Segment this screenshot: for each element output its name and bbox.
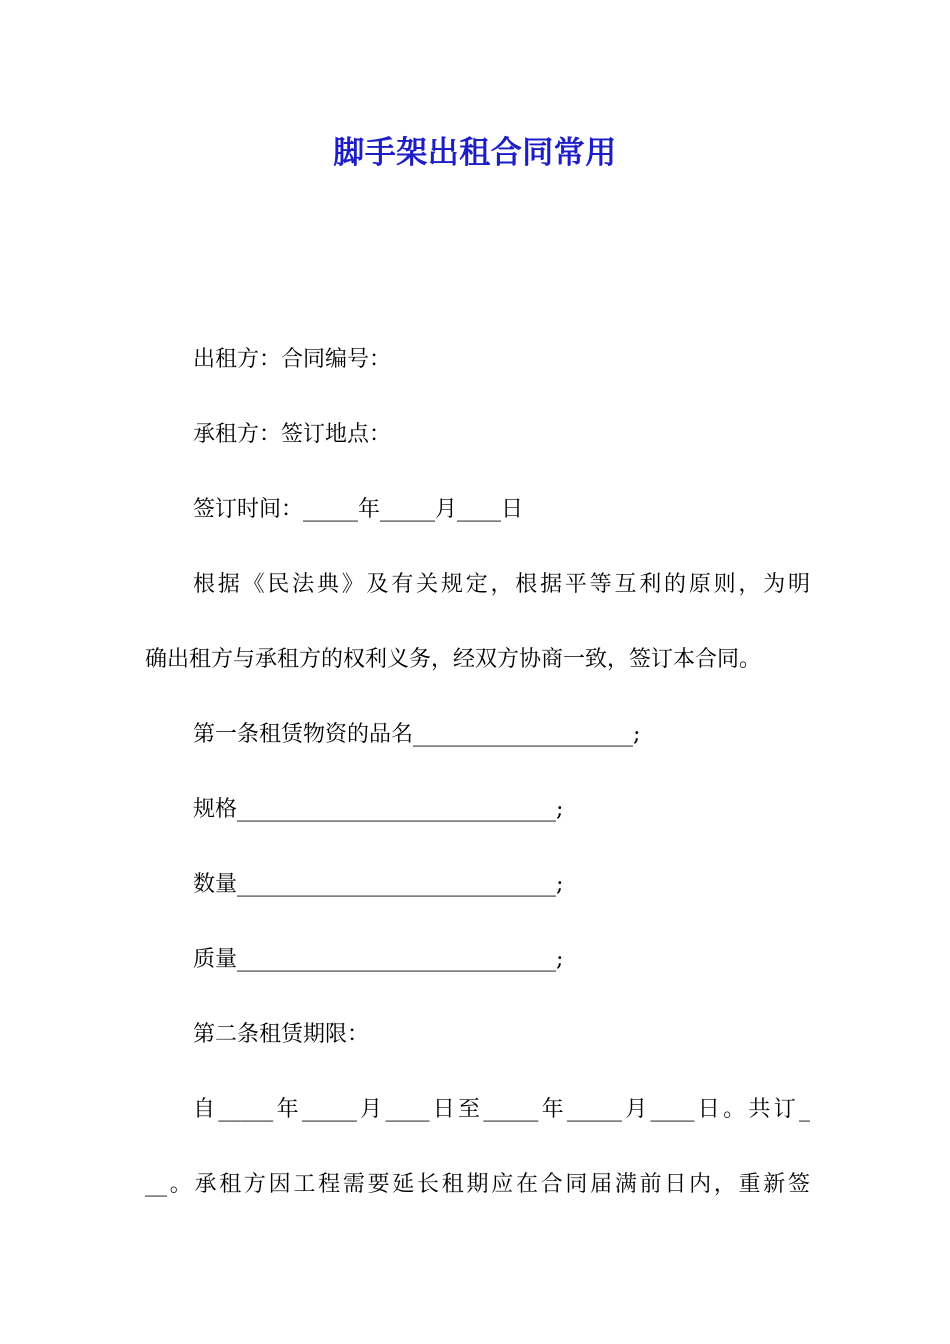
lease-period-line-1: 自_____年_____月____日至_____年_____月____日。共订_ [193,1097,810,1122]
lessee-signing-place-line: 承租方：签订地点： [193,422,392,447]
specification-line: 规格_____________________________; [193,797,564,822]
quantity-line: 数量_____________________________; [193,872,564,897]
preamble-line-2: 确出租方与承租方的权利义务，经双方协商一致，签订本合同。 [145,647,762,672]
lessor-contract-number-line: 出租方：合同编号： [193,347,392,372]
preamble-line-1: 根据《民法典》及有关规定，根据平等互利的原则，为明 [193,572,810,597]
quality-line: 质量_____________________________; [193,947,564,972]
article-2-heading: 第二条租赁期限： [193,1022,370,1047]
lease-period-line-2: __。承租方因工程需要延长租期应在合同届满前日内，重新签 [145,1172,810,1197]
article-1-product-name: 第一条租赁物资的品名____________________; [193,722,641,747]
document-body [145,335,810,1235]
signing-date-line: 签订时间：_____年_____月____日 [193,497,524,522]
document-title: 脚手架出租合同常用 [333,135,617,171]
